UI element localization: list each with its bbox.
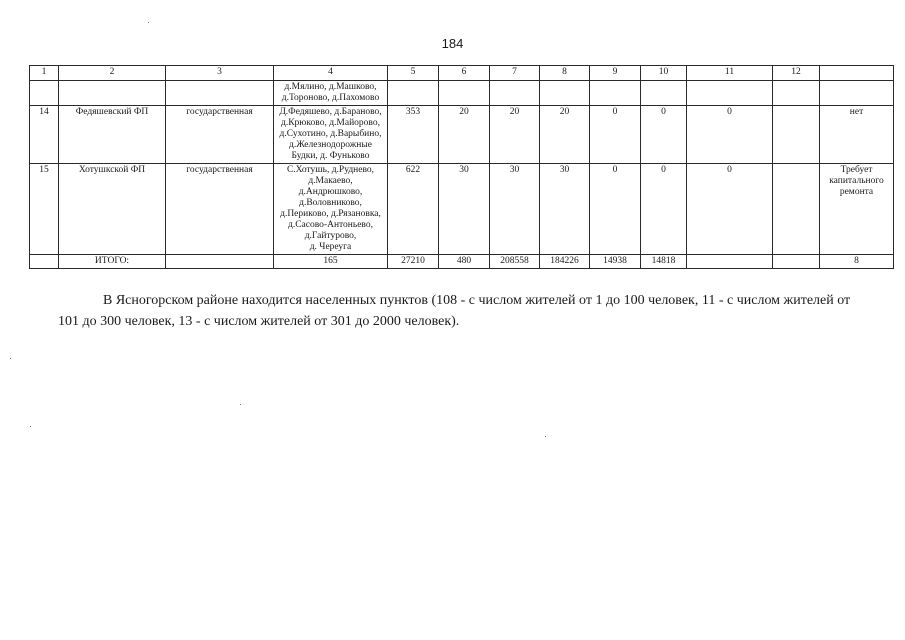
header-cell: 11	[687, 66, 773, 81]
table-cell	[30, 81, 59, 106]
header-cell: 9	[590, 66, 641, 81]
header-cell: 1	[30, 66, 59, 81]
value-cell: 20	[490, 106, 540, 164]
total-cell: 14938	[590, 255, 641, 269]
header-cell: 5	[388, 66, 439, 81]
ownership-cell: государственная	[166, 106, 274, 164]
header-cell	[820, 66, 894, 81]
total-cell: 208558	[490, 255, 540, 269]
condition-cell	[820, 164, 894, 255]
table-cell	[687, 255, 773, 269]
facility-name-cell: Федяшевский ФП	[59, 106, 166, 164]
table-cell	[820, 81, 894, 106]
locality-line: д.Периково, д.Рязановка,	[280, 209, 381, 219]
localities-cell	[274, 106, 388, 164]
header-cell: 7	[490, 66, 540, 81]
condition-line: ремонта	[839, 187, 874, 197]
locality-line: д.Андрюшково,	[298, 187, 363, 197]
table-row-continuation	[30, 81, 894, 106]
locality-line: д.Макаево,	[308, 176, 353, 186]
locality-line: д.Сасово-Антоньево,	[288, 220, 373, 230]
scan-speck	[10, 358, 11, 359]
value-cell: 20	[540, 106, 590, 164]
value-cell: 622	[388, 164, 439, 255]
table-cell	[773, 255, 820, 269]
value-cell	[773, 164, 820, 255]
value-cell: 0	[687, 106, 773, 164]
locality-line: д.Сухотино, д.Варыбино,	[279, 129, 382, 139]
header-cell: 3	[166, 66, 274, 81]
row-number-cell: 14	[30, 106, 59, 164]
table-cell	[641, 81, 687, 106]
table-cell	[166, 81, 274, 106]
row-number-cell: 15	[30, 164, 59, 255]
table-cell	[439, 81, 490, 106]
header-cell: 8	[540, 66, 590, 81]
locality-line: Будки, д. Фуньково	[291, 151, 370, 161]
table-row	[30, 106, 894, 164]
table-row	[30, 164, 894, 255]
value-cell: 30	[439, 164, 490, 255]
condition-cell: нет	[820, 106, 894, 164]
total-cell: 480	[439, 255, 490, 269]
value-cell: 0	[590, 164, 641, 255]
table-cell	[773, 81, 820, 106]
locality-line: д.Воловниково,	[299, 198, 362, 208]
localities-cell	[274, 164, 388, 255]
value-cell: 0	[641, 164, 687, 255]
table-cell	[59, 81, 166, 106]
table-cell	[687, 81, 773, 106]
value-cell	[773, 106, 820, 164]
locality-line: д.Мялино, д.Машково,	[284, 82, 377, 92]
total-cell: 14818	[641, 255, 687, 269]
table-cell	[388, 81, 439, 106]
value-cell: 30	[490, 164, 540, 255]
header-cell: 4	[274, 66, 388, 81]
value-cell: 0	[687, 164, 773, 255]
localities-cell	[274, 81, 388, 106]
scan-speck	[545, 436, 546, 437]
condition-line: Требует	[840, 165, 873, 175]
value-cell: 0	[641, 106, 687, 164]
page-number: 184	[441, 36, 464, 51]
table-cell	[30, 255, 59, 269]
total-cell: 165	[274, 255, 388, 269]
table-cell	[540, 81, 590, 106]
locality-line: Д.Федяшево, д.Бараново,	[279, 107, 382, 117]
body-paragraph: В Ясногорском районе находится населенных пунктов (108 - с числом жителей от 1 до 100 человек, 11 - с числом жителей от 101 до 300 человек, 13 - с числом жителей от 301 до 2000 человек).	[58, 293, 851, 329]
total-cell: 8	[820, 255, 894, 269]
locality-line: С.Хотушь, д.Руднево,	[286, 165, 375, 175]
locality-line: д.Железнодорожные	[289, 140, 372, 150]
table-cell	[590, 81, 641, 106]
header-cell: 12	[773, 66, 820, 81]
total-row	[30, 255, 894, 269]
value-cell: 30	[540, 164, 590, 255]
value-cell: 0	[590, 106, 641, 164]
total-cell: 184226	[540, 255, 590, 269]
value-cell: 20	[439, 106, 490, 164]
facility-name-cell: Хотушкской ФП	[59, 164, 166, 255]
scan-speck	[30, 426, 31, 427]
condition-line: капитального	[829, 176, 884, 186]
header-cell: 10	[641, 66, 687, 81]
table-header-row	[30, 66, 894, 81]
locality-line: д.Гайтурово,	[304, 231, 357, 241]
scan-speck	[240, 404, 241, 405]
scan-speck	[148, 22, 149, 23]
header-cell: 6	[439, 66, 490, 81]
total-label: ИТОГО:	[59, 255, 166, 269]
ownership-cell: государственная	[166, 164, 274, 255]
total-cell: 27210	[388, 255, 439, 269]
value-cell: 353	[388, 106, 439, 164]
table-cell	[490, 81, 540, 106]
locality-line: д.Крюково, д.Майорово,	[281, 118, 380, 128]
locality-line: д.Тороново, д.Пахомово	[281, 93, 380, 103]
table-cell	[166, 255, 274, 269]
data-table	[29, 65, 894, 269]
locality-line: д. Череуга	[309, 242, 352, 252]
header-cell: 2	[59, 66, 166, 81]
